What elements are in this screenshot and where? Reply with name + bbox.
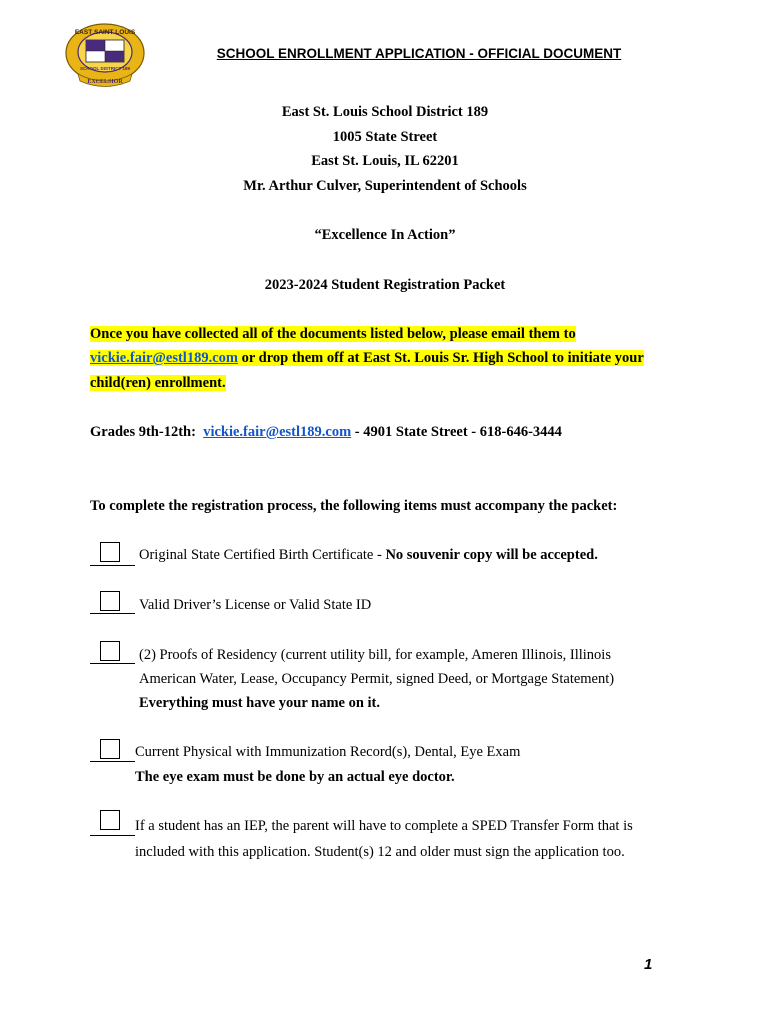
item-5-text-line-2: included with this application. Student(s) 12 and older must sign the application too.: [135, 844, 625, 860]
item-4-text: Current Physical with Immunization Record(s), Dental, Eye Exam: [135, 744, 521, 760]
item-1-note: No souvenir copy will be accepted.: [385, 547, 598, 563]
instructions-text-1: Once you have collected all of the documents listed below, please email them to: [90, 326, 576, 342]
item-3-note: Everything must have your name on it.: [139, 695, 381, 711]
item-1-checkbox[interactable]: [100, 542, 120, 562]
motto: “Excellence In Action”: [314, 227, 456, 243]
item-3-text-line-1: (2) Proofs of Residency (current utility bill, for example, Ameren Illinois, Illinois: [139, 647, 611, 663]
district-name: East St. Louis School District 189: [281, 104, 489, 120]
instructions-line-2: [90, 350, 644, 367]
document-title: SCHOOL ENROLLMENT APPLICATION - OFFICIAL DOCUMENT: [216, 46, 622, 61]
item-5-blank-line: [90, 835, 135, 836]
item-4-checkbox[interactable]: [100, 739, 120, 759]
item-5-text-line-1: If a student has an IEP, the parent will have to complete a SPED Transfer Form that is: [135, 818, 633, 834]
svg-text:EAST SAINT LOUIS: EAST SAINT LOUIS: [74, 29, 136, 36]
item-3-text-line-2: American Water, Lease, Occupancy Permit, signed Deed, or Mortgage Statement): [139, 671, 615, 687]
svg-text:SCHOOL DISTRICT 189: SCHOOL DISTRICT 189: [80, 66, 130, 71]
grades-email-link[interactable]: vickie.fair@estl189.com: [203, 424, 352, 440]
instructions-line-3: [90, 375, 226, 392]
item-3-blank-line: [90, 663, 135, 664]
item-3-checkbox[interactable]: [100, 641, 120, 661]
item-2-text: Valid Driver’s License or Valid State ID: [139, 597, 372, 613]
svg-text:EXCELSIOR: EXCELSIOR: [87, 79, 123, 85]
instructions-email-link[interactable]: vickie.fair@estl189.com: [90, 350, 238, 366]
superintendent: Mr. Arthur Culver, Superintendent of Schools: [243, 178, 527, 194]
item-2-blank-line: [90, 613, 135, 614]
instructions-text-2: or drop them off at East St. Louis Sr. High School to initiate your: [237, 350, 644, 366]
grades-label: Grades 9th-12th:: [90, 424, 196, 440]
instructions-line-1: [90, 326, 576, 343]
item-1-text: Original State Certified Birth Certificate - No souvenir copy will be accepted.: [139, 547, 598, 563]
packet-title: 2023-2024 Student Registration Packet: [264, 277, 506, 293]
grades-contact: - 4901 State Street - 618-646-3444: [351, 424, 562, 440]
item-4-note: The eye exam must be done by an actual eye doctor.: [135, 769, 455, 785]
item-2-checkbox[interactable]: [100, 591, 120, 611]
grades-line: [90, 424, 562, 441]
item-5-checkbox[interactable]: [100, 810, 120, 830]
district-street: 1005 State Street: [332, 129, 438, 145]
item-1-blank-line: [90, 565, 135, 566]
requirements-intro: To complete the registration process, the following items must accompany the packet:: [90, 498, 618, 514]
page-number: 1: [644, 956, 653, 973]
item-4-blank-line: [90, 761, 135, 762]
instructions-text-3: child(ren) enrollment.: [90, 375, 226, 391]
district-city: East St. Louis, IL 62201: [311, 153, 459, 169]
